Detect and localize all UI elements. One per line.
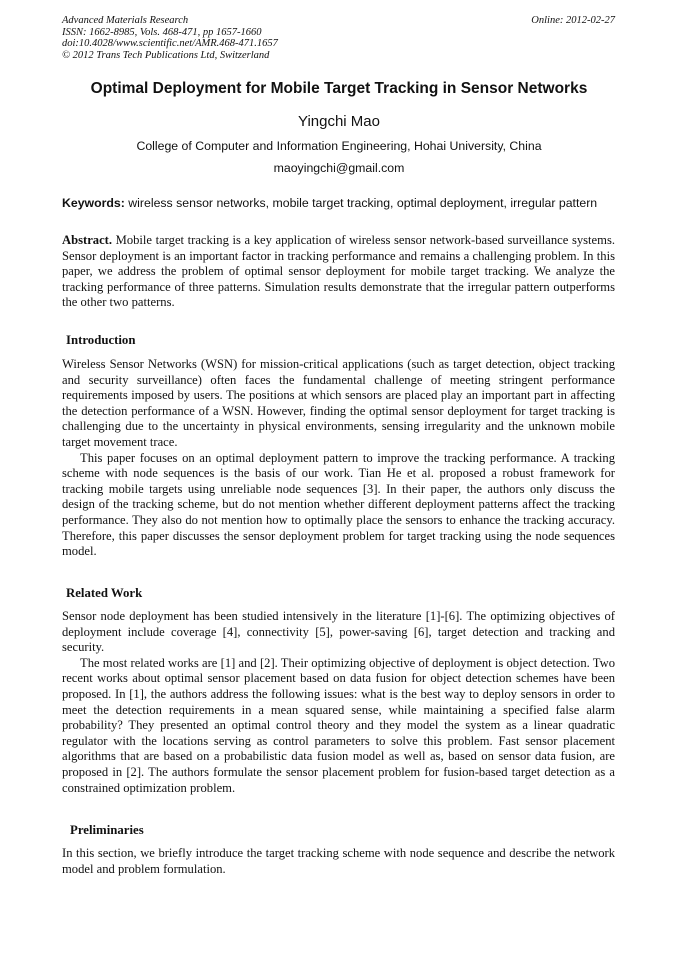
doi: doi:10.4028/www.scientific.net/AMR.468-471.1657 [62,38,278,49]
abstract-text: Mobile target tracking is a key application of wireless sensor network-based surveillance systems. Sensor deployment is an important factor in tracking performance and remains a challenging problem. In this paper, we address the problem of optimal sensor deployment for mobile target tracking. We analyze the tracking performance of three patterns. Simulation results demonstrate that the irregular pattern outperforms the other two patterns. [62,233,615,310]
paper-title: Optimal Deployment for Mobile Target Tracking in Sensor Networks [90,80,588,97]
introduction-body [62,357,615,560]
paragraph: This paper focuses on an optimal deployment pattern to improve the tracking performance. A tracking scheme with node sequences is the basis of our work. Tian He et al. proposed a robust framework for tracking mobile targets using unreliable node sequences [3]. In their paper, the authors only discuss the design of the tracking scheme, but do not mention whether different deployment patterns affect the tracking performance. They also do not mention how to optimally place the sensors to enhance the tracking accuracy. Therefore, this paper discusses the sensor deployment problem for target tracking using the node sequences model. [62,450,615,559]
paragraph: Wireless Sensor Networks (WSN) for mission-critical applications (such as target detection, object tracking and security surveillance) often faces the fundamental challenge of meeting stringent performance requirements imposed by users. The positions at which sensors are placed play an important part in affecting the detection performance of a WSN. However, finding the optimal sensor deployment for target tracking is challenging due to the uncertainty in physical environments, sensing irregularity and the unknown mobile target movement trace. [62,357,615,449]
keywords-label: Keywords: [62,196,125,210]
email: maoyingchi@gmail.com [273,161,405,175]
online-date: Online: 2012-02-27 [531,15,615,26]
heading-introduction: Introduction [66,333,136,347]
paragraph: Sensor node deployment has been studied intensively in the literature [1]-[6]. The optimizing objectives of deployment include coverage [4], connectivity [5], power-saving [6], target detection and tracking and security. [62,609,615,655]
keywords [62,196,622,210]
preliminaries-body [62,846,615,877]
issn: ISSN: 1662-8985, Vols. 468-471, pp 1657-1660 [62,26,262,38]
heading-preliminaries: Preliminaries [70,823,144,837]
journal-name: Advanced Materials Research [62,15,189,26]
related-work-body [62,609,615,796]
journal-header [62,15,278,61]
paragraph: The most related works are [1] and [2]. Their optimizing objective of deployment is object detection. Two recent works about optimal sensor placement based on data fusion for object detection schemes have been proposed. In [1], the authors address the following issues: what is the best way to deploy sensors in order to meet the detection requirements in a mean squared sense, while maintaining a specified false alarm probability? They presented an optimal control theory and they model the system as a linear quadratic regulator with the locations serving as control parameters to solve this problem. Fast sensor placement algorithms that are based on a probabilistic data fusion model as well as, based on sensor data fusion, are proposed in [2]. The authors formulate the sensor placement problem for fusion-based target detection as a constrained optimization problem. [62,655,615,795]
abstract [62,233,615,311]
affiliation: College of Computer and Information Engineering, Hohai University, China [136,139,542,153]
paragraph: In this section, we briefly introduce the target tracking scheme with node sequence and describe the network model and problem formulation. [62,846,615,876]
keywords-text: wireless sensor networks, mobile target tracking, optimal deployment, irregular pattern [124,196,598,210]
author: Yingchi Mao [298,113,380,130]
heading-related-work: Related Work [66,586,143,600]
abstract-label: Abstract. [62,233,113,247]
copyright: © 2012 Trans Tech Publications Ltd, Switzerland [62,49,270,61]
